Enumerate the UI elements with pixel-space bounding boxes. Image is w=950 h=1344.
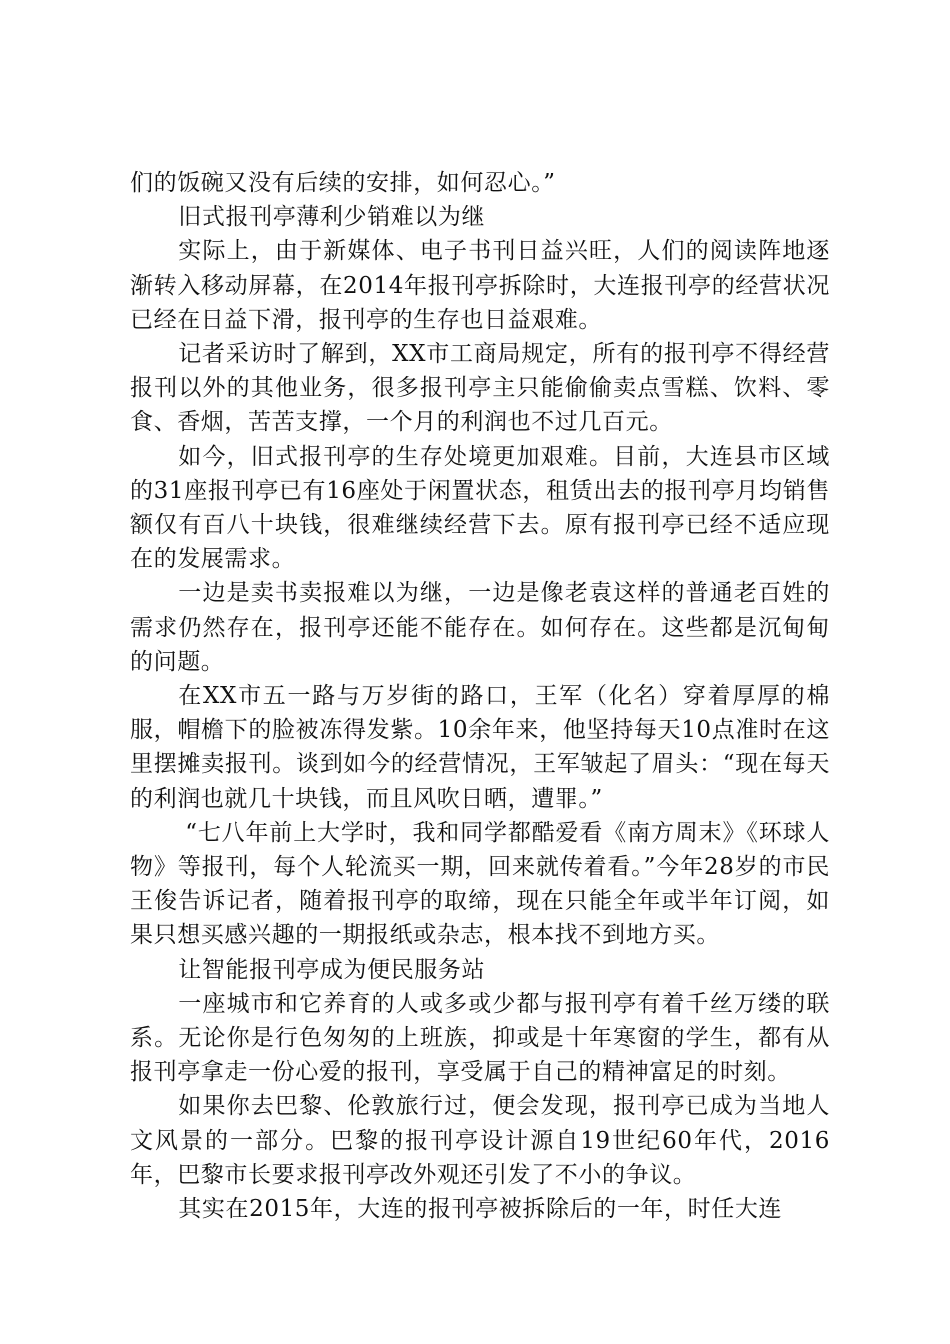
body-paragraph: 一边是卖书卖报难以为继，一边是像老袁这样的普通老百姓的需求仍然存在，报刊亭还能不能存在。如何存在。这些都是沉甸甸的问题。	[130, 580, 830, 675]
body-paragraph: 如果你去巴黎、伦敦旅行过，便会发现，报刊亭已成为当地人文风景的一部分。巴黎的报刊亭设计源自19世纪60年代，2016年，巴黎市长要求报刊亭改外观还引发了不小的争议。	[130, 1093, 830, 1188]
body-paragraph: 实际上，由于新媒体、电子书刊日益兴旺，人们的阅读阵地逐渐转入移动屏幕，在2014年报刊亭拆除时，大连报刊亭的经营状况已经在日益下滑，报刊亭的生存也日益艰难。	[130, 238, 830, 333]
body-paragraph: 一座城市和它养育的人或多或少都与报刊亭有着千丝万缕的联系。无论你是行色匆匆的上班族，抑或是十年寒窗的学生，都有从报刊亭拿走一份心爱的报刊，享受属于自己的精神富足的时刻。	[130, 990, 830, 1086]
continuation-paragraph: 们的饭碗又没有后续的安排，如何忍心。”	[130, 170, 556, 196]
body-paragraph: 记者采访时了解到，XX市工商局规定，所有的报刊亭不得经营报刊以外的其他业务，很多报刊亭主只能偷偷卖点雪糕、饮料、零食、香烟，苦苦支撑，一个月的利润也不过几百元。	[130, 341, 830, 436]
article-body	[130, 166, 830, 1226]
quote-paragraph: “七八年前上大学时，我和同学都酷爱看《南方周末》《环球人物》等报刊，每个人轮流买一期，回来就传着看。”今年28岁的市民王俊告诉记者，随着报刊亭的取缔，现在只能全年或半年订阅，如果只想买感兴趣的一期报纸或杂志，根本找不到地方买。	[130, 819, 830, 949]
body-paragraph: 其实在2015年，大连的报刊亭被拆除后的一年，时任大连	[178, 1196, 783, 1223]
section-heading: 让智能报刊亭成为便民服务站	[178, 956, 486, 983]
body-paragraph: 如今，旧式报刊亭的生存处境更加艰难。目前，大连县市区域的31座报刊亭已有16座处于闲置状态，租赁出去的报刊亭月均销售额仅有百八十块钱，很难继续经营下去。原有报刊亭已经不适应现在的发展需求。	[130, 443, 830, 573]
body-paragraph: 在XX市五一路与万岁街的路口，王军（化名）穿着厚厚的棉服，帽檐下的脸被冻得发紫。10余年来，他坚持每天10点准时在这里摆摊卖报刊。谈到如今的经营情况，王军皱起了眉头：“现在每天的利润也就几十块钱，而且风吹日晒，遭罪。”	[130, 683, 830, 812]
section-heading: 旧式报刊亭薄利少销难以为继	[178, 204, 486, 231]
